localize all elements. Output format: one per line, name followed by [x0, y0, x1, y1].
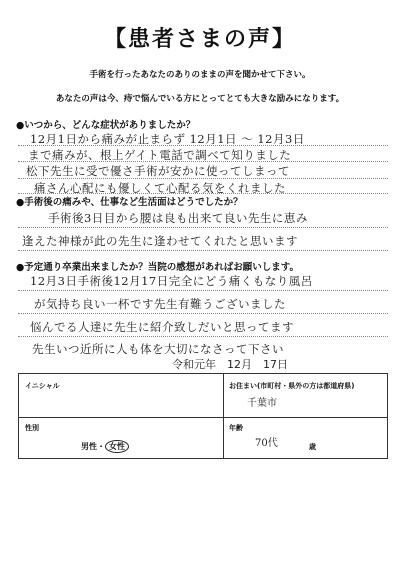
initial-label: イニシャル [25, 382, 60, 390]
rule [18, 250, 388, 251]
address-value[interactable]: 千葉市 [247, 398, 277, 409]
rule [18, 290, 388, 291]
question-2-label: ●手術後の痛みや、仕事など生活面はどうでしたか？ [16, 197, 243, 208]
answer-3-line-2: が気持ち良い一杯です先生有難うございました [34, 297, 286, 311]
initial-field[interactable] [25, 394, 215, 412]
answer-3-line-3: 悩んでる人達に先生に紹介致しだいと思ってます [30, 320, 294, 334]
answer-2-line-2: 逢えた神様が此の先生に逢わせてくれたと思います [22, 234, 298, 248]
question-1-label: ●いつから、どんな症状がありましたか？ [16, 120, 196, 131]
address-label: お住まい(市町村・県外の方は都道府県) [229, 382, 355, 390]
rule [18, 178, 388, 179]
page-title: 【患者さまの声】 [103, 27, 296, 52]
intro-line-1: 手術を行ったあなたのありのままの声を聞かせて下さい。 [89, 70, 311, 80]
age-unit: 歳 [309, 443, 316, 451]
answer-3-line-1: 12月3日手術後12月17日完全にどう痛くもなり風呂 [30, 274, 313, 288]
answer-1-line-1: 12月1日から痛みが止まらず 12月1日 ～ 12月3日 [30, 132, 305, 146]
respondent-info-table [18, 373, 388, 459]
answer-3-line-4: 先生いつ近所に人も体を大切になさって下さい [32, 342, 284, 356]
answer-1-line-4: 痛さん心配にも優しくて心配る気をくれました [34, 181, 286, 195]
age-value[interactable]: 70代 [255, 438, 278, 449]
rule [18, 313, 388, 314]
answer-1-line-2: まで痛みが、根上ゲイト電話で調べて知りました [28, 148, 292, 162]
age-label: 年齢 [229, 424, 243, 432]
gender-option-male[interactable]: 男性 [81, 442, 97, 451]
rule [18, 227, 388, 228]
gender-options [81, 440, 129, 453]
rule [18, 336, 388, 337]
rule [18, 145, 388, 146]
answer-2-line-1: 手術後3日目から腰は良も出来て良い先生に恵み [48, 211, 308, 225]
gender-option-female[interactable]: 女性 [105, 440, 129, 453]
gender-label: 性別 [25, 424, 39, 432]
intro-line-2: あなたの声は今、痔で悩んでいる方にとってとても大きな励みになります。 [55, 94, 345, 104]
table-divider [223, 374, 224, 458]
rule [18, 161, 388, 162]
gender-separator: ・ [97, 442, 105, 451]
signature-date: 令和元年 12月 17日 [172, 358, 288, 371]
question-3-label: ●予定通り卒業出来ましたか？当院の感想があればお願いします。 [16, 262, 300, 273]
answer-1-line-3: 松下先生に受で優さ手術が安かに使ってしまって [26, 164, 290, 178]
table-divider [19, 417, 387, 418]
